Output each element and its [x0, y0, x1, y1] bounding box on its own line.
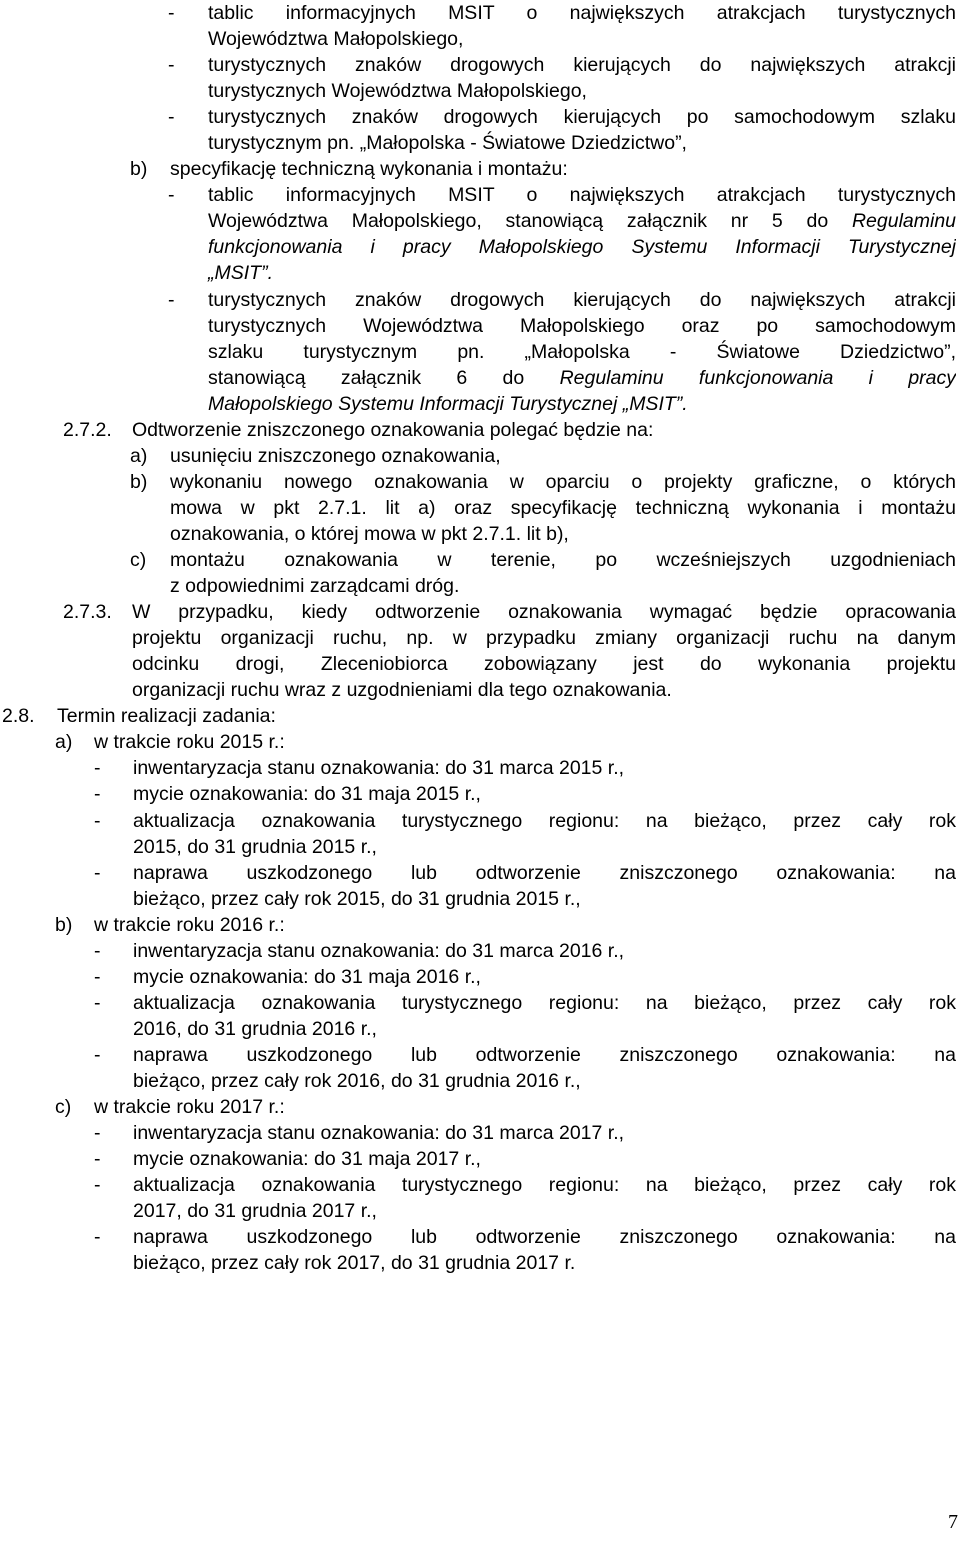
text-line — [0, 391, 960, 418]
line-text-regular: aktualizacja oznakowania turystycznego regionu: na bieżąco, przez cały rok — [133, 992, 956, 1014]
list-marker: - — [168, 289, 175, 311]
line-text — [132, 417, 653, 444]
line-text — [133, 938, 624, 965]
text-line — [0, 1120, 960, 1147]
line-text-regular: usunięciu zniszczonego oznakowania, — [170, 445, 501, 467]
text-line — [0, 365, 960, 392]
text-line — [0, 834, 960, 861]
line-text-regular: Termin realizacji zadania: — [57, 705, 276, 727]
line-text — [208, 391, 688, 418]
line-text-regular: Odtworzenie zniszczonego oznakowania polegać będzie na: — [132, 419, 654, 441]
list-marker: 2.8. — [2, 705, 35, 727]
line-text — [133, 808, 956, 835]
text-line — [0, 547, 960, 574]
list-marker: 2.7.3. — [63, 601, 112, 623]
list-marker: - — [168, 54, 175, 76]
line-text — [133, 886, 581, 913]
text-line — [0, 313, 960, 340]
line-text — [208, 0, 956, 27]
line-text — [170, 495, 956, 522]
line-text — [133, 1068, 581, 1095]
line-text — [133, 990, 956, 1017]
line-text — [170, 443, 501, 470]
text-line — [0, 990, 960, 1017]
list-marker: - — [94, 992, 101, 1014]
text-line — [0, 860, 960, 887]
line-text-regular: turystycznych Województwa Małopolskiego oraz po samochodowym — [208, 315, 956, 337]
line-text — [132, 651, 956, 678]
line-text — [170, 156, 568, 183]
line-text — [208, 287, 956, 314]
line-text-regular: naprawa uszkodzonego lub odtworzenie zniszczonego oznakowania: na — [133, 862, 956, 884]
text-line — [0, 495, 960, 522]
line-text-regular: bieżąco, przez cały rok 2015, do 31 grudnia 2015 r., — [133, 888, 581, 910]
line-text — [133, 1146, 481, 1173]
line-text — [208, 234, 956, 261]
line-text — [170, 469, 956, 496]
line-text-italic: Małopolskiego Systemu Informacji Turystycznej „MSIT”. — [208, 393, 688, 415]
line-text-regular: specyfikację techniczną wykonania i montażu: — [170, 158, 568, 180]
line-text-regular: w trakcie roku 2017 r.: — [94, 1096, 285, 1118]
text-line — [0, 234, 960, 261]
list-marker: - — [94, 966, 101, 988]
line-text — [94, 729, 285, 756]
line-text-regular: mowa w pkt 2.7.1. lit a) oraz specyfikację techniczną wykonania i montażu — [170, 497, 956, 519]
list-marker: b) — [130, 158, 148, 180]
line-text-italic: Regulaminu — [851, 210, 956, 232]
line-text — [208, 26, 463, 53]
line-text — [208, 208, 956, 235]
text-line — [0, 1198, 960, 1225]
text-line — [0, 1094, 960, 1121]
line-text-italic: „MSIT”. — [208, 262, 273, 284]
line-text — [208, 365, 956, 392]
line-text-regular: 2016, do 31 grudnia 2016 r., — [133, 1018, 377, 1040]
line-text-regular: Województwa Małopolskiego, stanowiącą załącznik nr 5 do — [208, 210, 829, 232]
text-line — [0, 417, 960, 444]
line-text-regular: bieżąco, przez cały rok 2016, do 31 grudnia 2016 r., — [133, 1070, 581, 1092]
list-marker: - — [94, 783, 101, 805]
line-text — [170, 521, 569, 548]
list-marker: - — [168, 2, 175, 24]
text-line — [0, 1224, 960, 1251]
line-text — [208, 182, 956, 209]
text-line — [0, 443, 960, 470]
list-marker: - — [94, 757, 101, 779]
text-line — [0, 1042, 960, 1069]
text-line — [0, 599, 960, 626]
list-marker: c) — [55, 1096, 72, 1118]
line-text — [208, 260, 273, 287]
text-line — [0, 521, 960, 548]
text-line — [0, 287, 960, 314]
line-text-regular: oznakowania, o której mowa w pkt 2.7.1. lit b), — [170, 523, 569, 545]
list-marker: - — [94, 1174, 101, 1196]
text-line — [0, 573, 960, 600]
list-marker: - — [94, 1122, 101, 1144]
line-text-regular: tablic informacyjnych MSIT o największych atrakcjach turystycznych — [208, 2, 956, 24]
line-text — [133, 1198, 377, 1225]
text-line — [0, 886, 960, 913]
line-text-regular: aktualizacja oznakowania turystycznego regionu: na bieżąco, przez cały rok — [133, 810, 956, 832]
text-line — [0, 156, 960, 183]
line-text-regular: mycie oznakowania: do 31 maja 2016 r., — [133, 966, 481, 988]
line-text-regular: wykonaniu nowego oznakowania w oparciu o projekty graficzne, o których — [170, 471, 956, 493]
text-line — [0, 182, 960, 209]
line-text-regular: inwentaryzacja stanu oznakowania: do 31 marca 2017 r., — [133, 1122, 625, 1144]
list-marker: - — [94, 810, 101, 832]
line-text — [94, 1094, 285, 1121]
text-line — [0, 1016, 960, 1043]
line-text — [133, 1016, 377, 1043]
list-marker: - — [168, 184, 175, 206]
list-marker: a) — [55, 731, 73, 753]
line-text-regular: inwentaryzacja stanu oznakowania: do 31 marca 2015 r., — [133, 757, 625, 779]
text-line — [0, 26, 960, 53]
line-text — [133, 964, 481, 991]
line-text-italic: Regulaminu funkcjonowania i pracy — [559, 367, 956, 389]
page-number: 7 — [948, 1511, 958, 1533]
text-line — [0, 938, 960, 965]
line-text — [133, 781, 481, 808]
line-text — [170, 547, 956, 574]
list-marker: c) — [130, 549, 147, 571]
line-text — [133, 755, 624, 782]
line-text — [57, 703, 276, 730]
line-text-regular: mycie oznakowania: do 31 maja 2017 r., — [133, 1148, 481, 1170]
text-line — [0, 1068, 960, 1095]
line-text — [132, 599, 956, 626]
line-text — [208, 104, 956, 131]
list-marker: a) — [130, 445, 148, 467]
line-text — [208, 339, 956, 366]
line-text — [170, 573, 459, 600]
text-line — [0, 755, 960, 782]
line-text — [94, 912, 285, 939]
line-text — [132, 625, 956, 652]
line-text-regular: turystycznym pn. „Małopolska - Światowe Dziedzictwo”, — [208, 132, 687, 154]
line-text-regular: 2015, do 31 grudnia 2015 r., — [133, 836, 377, 858]
line-text-regular: aktualizacja oznakowania turystycznego regionu: na bieżąco, przez cały rok — [133, 1174, 956, 1196]
line-text — [208, 78, 587, 105]
line-text — [208, 130, 687, 157]
line-text-regular: mycie oznakowania: do 31 maja 2015 r., — [133, 783, 481, 805]
text-line — [0, 0, 960, 27]
list-marker: - — [94, 862, 101, 884]
line-text-regular: w trakcie roku 2016 r.: — [94, 914, 285, 936]
line-text — [208, 313, 956, 340]
text-line — [0, 52, 960, 79]
line-text-regular: 2017, do 31 grudnia 2017 r., — [133, 1200, 377, 1222]
line-text-regular: z odpowiednimi zarządcami dróg. — [170, 575, 460, 597]
text-line — [0, 808, 960, 835]
line-text-regular: odcinku drogi, Zleceniobiorca zobowiązany jest do wykonania projektu — [132, 653, 956, 675]
text-line — [0, 130, 960, 157]
list-marker: - — [94, 1148, 101, 1170]
text-line — [0, 964, 960, 991]
text-line — [0, 703, 960, 730]
line-text-regular: w trakcie roku 2015 r.: — [94, 731, 285, 753]
line-text-regular: naprawa uszkodzonego lub odtworzenie zniszczonego oznakowania: na — [133, 1226, 956, 1248]
line-text-regular: szlaku turystycznym pn. „Małopolska - Światowe Dziedzictwo”, — [208, 341, 956, 363]
text-line — [0, 104, 960, 131]
line-text — [133, 860, 956, 887]
list-marker: - — [94, 940, 101, 962]
line-text-italic: funkcjonowania i pracy Małopolskiego Systemu Informacji Turystycznej — [208, 236, 956, 258]
list-marker: 2.7.2. — [63, 419, 112, 441]
line-text-regular: W przypadku, kiedy odtworzenie oznakowania wymagać będzie opracowania — [132, 601, 956, 623]
text-line — [0, 625, 960, 652]
line-text-regular: montażu oznakowania w terenie, po wcześniejszych uzgodnieniach — [170, 549, 956, 571]
line-text-regular: bieżąco, przez cały rok 2017, do 31 grudnia 2017 r. — [133, 1252, 576, 1274]
line-text — [133, 1120, 624, 1147]
line-text-regular: turystycznych znaków drogowych kierujących do największych atrakcji — [208, 289, 956, 311]
text-line — [0, 1250, 960, 1277]
line-text-regular: turystycznych znaków drogowych kierujących do największych atrakcji — [208, 54, 956, 76]
text-line — [0, 729, 960, 756]
list-marker: b) — [55, 914, 73, 936]
line-text — [133, 1224, 956, 1251]
line-text-regular: turystycznych znaków drogowych kierujących po samochodowym szlaku — [208, 106, 956, 128]
line-text — [208, 52, 956, 79]
list-marker: - — [94, 1226, 101, 1248]
text-line — [0, 208, 960, 235]
text-line — [0, 1172, 960, 1199]
text-line — [0, 781, 960, 808]
text-line — [0, 260, 960, 287]
text-line — [0, 78, 960, 105]
text-line — [0, 651, 960, 678]
line-text-regular: projektu organizacji ruchu, np. w przypadku zmiany organizacji ruchu na danym — [132, 627, 956, 649]
text-line — [0, 677, 960, 704]
text-line — [0, 339, 960, 366]
line-text-regular: organizacji ruchu wraz z uzgodnieniami dla tego oznakowania. — [132, 679, 672, 701]
line-text-regular: turystycznych Województwa Małopolskiego, — [208, 80, 587, 102]
line-text-regular: Województwa Małopolskiego, — [208, 28, 464, 50]
list-marker: - — [94, 1044, 101, 1066]
line-text — [132, 677, 672, 704]
text-line — [0, 912, 960, 939]
line-text — [133, 834, 377, 861]
line-text — [133, 1172, 956, 1199]
line-text — [133, 1042, 956, 1069]
line-text-regular: inwentaryzacja stanu oznakowania: do 31 marca 2016 r., — [133, 940, 625, 962]
line-text-regular: naprawa uszkodzonego lub odtworzenie zniszczonego oznakowania: na — [133, 1044, 956, 1066]
text-line — [0, 469, 960, 496]
list-marker: - — [168, 106, 175, 128]
line-text-regular: stanowiącą załącznik 6 do — [208, 367, 525, 389]
text-line — [0, 1146, 960, 1173]
line-text — [133, 1250, 575, 1277]
line-text-regular: tablic informacyjnych MSIT o największych atrakcjach turystycznych — [208, 184, 956, 206]
list-marker: b) — [130, 471, 148, 493]
